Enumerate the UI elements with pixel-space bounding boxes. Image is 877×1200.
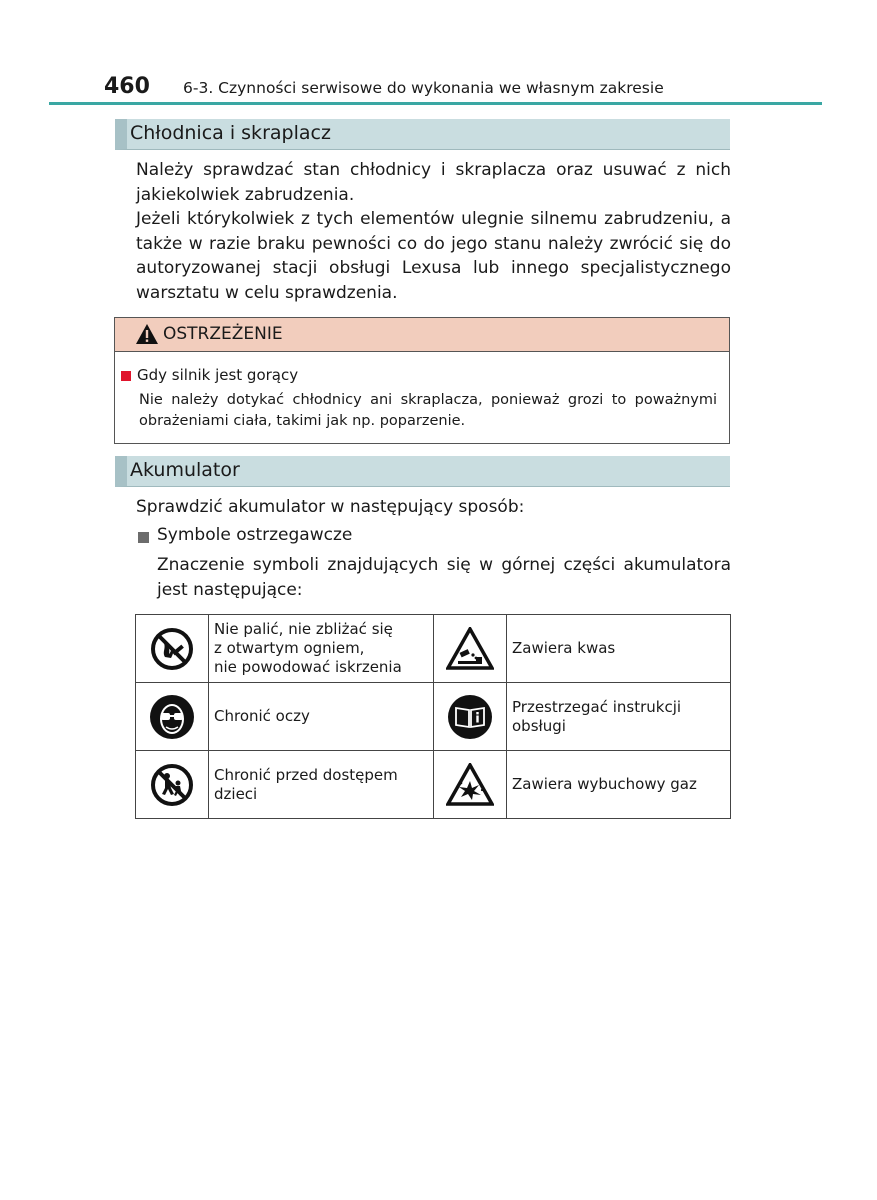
- symbol-cell: [136, 683, 209, 751]
- warning-title: OSTRZEŻENIE: [163, 324, 283, 344]
- symbol-description: Chronić oczy: [209, 683, 434, 751]
- symbol-cell: [136, 615, 209, 683]
- symbol-text-line: nie powodować iskrzenia: [214, 658, 402, 676]
- keep-away-children-icon: [150, 763, 194, 807]
- symbol-description: [209, 615, 434, 683]
- table-row: [136, 683, 731, 751]
- paragraph-radiator-2: Jeżeli którykolwiek z tych elementów ulegnie silnemu zabrudzeniu, a także w razie braku pewności co do jego stanu należy zwrócić się do autoryzowanej stacji obsługi Lexusa lub innego specjalistycznego warsztatu w celu sprawdzenia.: [136, 209, 731, 303]
- warning-symbols-table: [135, 614, 731, 819]
- warning-header: [115, 318, 729, 352]
- warning-bullet: [121, 371, 131, 381]
- symbol-description: Chronić przed dostępem dzieci: [209, 751, 434, 819]
- square-bullet: [138, 532, 149, 543]
- subheading-symbols: Symbole ostrzegawcze: [157, 525, 353, 545]
- symbol-cell: [434, 615, 507, 683]
- section-title: Akumulator: [130, 459, 240, 481]
- no-smoking-no-flame-icon: [150, 627, 194, 671]
- page-number: 460: [104, 74, 150, 99]
- symbol-cell: [434, 751, 507, 819]
- paragraph-symbols-intro: Znaczenie symboli znajdujących się w górnej części akumulatora jest następujące:: [157, 555, 731, 600]
- symbol-text-line: Nie palić, nie zbliżać się: [214, 620, 393, 638]
- explosive-gas-icon: [446, 763, 494, 807]
- warning-text: Nie należy dotykać chłodnicy ani skraplacza, ponieważ grozi to poważnymi obrażeniami ciała, takimi jak np. poparzenie.: [139, 392, 717, 429]
- paragraph-radiator-1: Należy sprawdzać stan chłodnicy i skraplacza oraz usuwać z nich jakiekolwiek zabrudzenia.: [136, 160, 731, 205]
- warning-triangle-icon: [135, 323, 159, 345]
- table-row: [136, 751, 731, 819]
- read-manual-icon: [447, 694, 493, 740]
- symbol-description: Zawiera kwas: [507, 615, 731, 683]
- symbol-description: Zawiera wybuchowy gaz: [507, 751, 731, 819]
- section-heading-radiator: [115, 119, 730, 150]
- chapter-title: 6-3. Czynności serwisowe do wykonania we własnym zakresie: [183, 79, 664, 97]
- symbol-description: Przestrzegać instrukcji obsługi: [507, 683, 731, 751]
- warning-box: [114, 317, 730, 444]
- symbol-text-line: z otwartym ogniem,: [214, 639, 365, 657]
- symbol-cell: [434, 683, 507, 751]
- eye-protection-icon: [149, 694, 195, 740]
- paragraph-battery-intro: Sprawdzić akumulator w następujący sposób:: [136, 497, 525, 517]
- warning-subtitle: Gdy silnik jest gorący: [137, 366, 299, 384]
- section-title: Chłodnica i skraplacz: [130, 122, 331, 144]
- acid-warning-icon: [446, 627, 494, 671]
- symbol-cell: [136, 751, 209, 819]
- header-rule: [49, 102, 822, 105]
- section-heading-battery: [115, 456, 730, 487]
- table-row: [136, 615, 731, 683]
